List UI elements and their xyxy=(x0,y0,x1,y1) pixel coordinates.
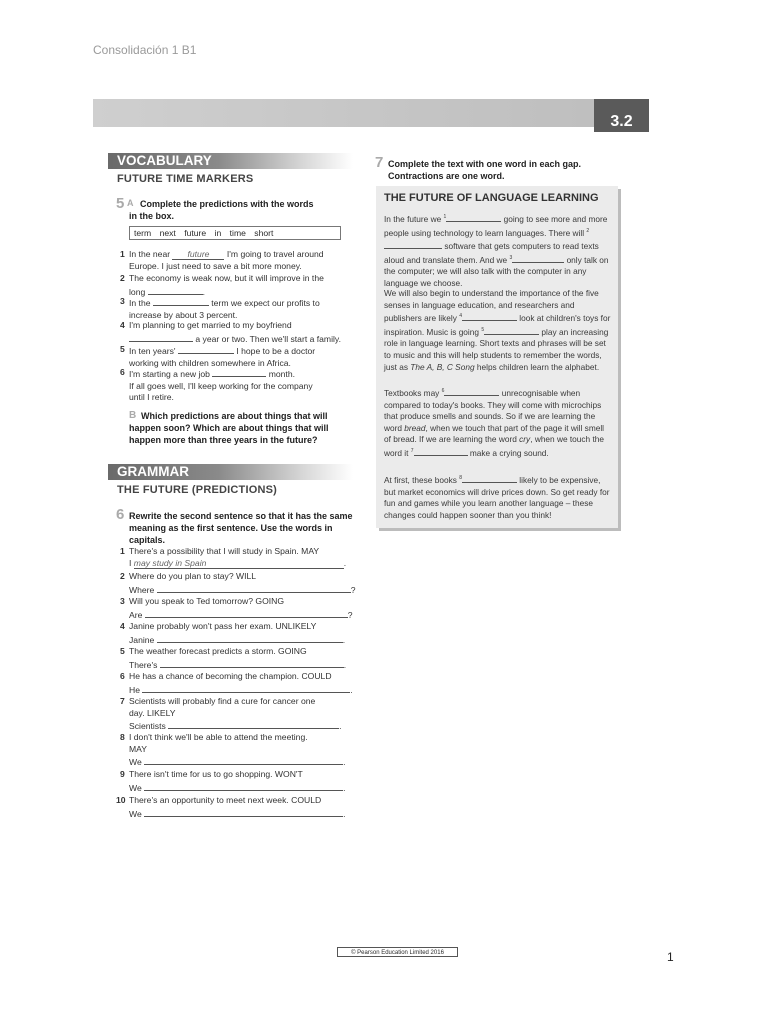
answer-start: We xyxy=(129,757,142,767)
item-question: Will you speak to Ted tomorrow? GOING xyxy=(129,596,285,606)
answer-gap[interactable] xyxy=(384,239,442,249)
text: when we touch the word it xyxy=(384,434,605,458)
answer-gap[interactable]: future xyxy=(172,250,224,260)
text: helps children xyxy=(476,361,529,372)
answer-gap[interactable] xyxy=(212,367,266,377)
text: for fun and games while you learn another language – xyxy=(384,486,610,509)
text: going to see more and xyxy=(503,214,587,224)
ex6-item-8 xyxy=(120,732,359,769)
item-text: Europe. I just need to save a bit more money. xyxy=(129,260,302,271)
item-text: I hope to be a doctor xyxy=(236,346,316,356)
exercise-6-line2: meaning as the first sentence. Use the words in xyxy=(129,523,333,533)
item-question: There isn't time for us to go shopping. WON'T xyxy=(129,769,303,779)
item-text: In ten years' xyxy=(129,346,176,356)
answer-end: . xyxy=(342,634,346,645)
text: compared to today's books. They will come with xyxy=(384,399,560,410)
item-number: 1 xyxy=(120,546,125,556)
item-text: term we expect our profits to xyxy=(211,298,320,308)
exercise-5b-letter: B xyxy=(129,410,137,421)
ex5-item-2 xyxy=(120,273,359,298)
item-question: Janine probably won't pass her exam. UNLIKELY xyxy=(129,621,317,631)
item-question: day. LIKELY xyxy=(129,707,176,718)
answer-end: . xyxy=(350,684,353,695)
text: five senses in language education, and researchers and xyxy=(384,288,599,310)
ex6-item-5 xyxy=(120,646,359,671)
grammar-subheading: THE FUTURE (PREDICTIONS) xyxy=(117,484,278,496)
exercise-5a-letter: A xyxy=(127,198,134,208)
word-box: term next future in time short xyxy=(129,226,341,240)
item-number: 7 xyxy=(120,696,125,706)
ex5-item-4 xyxy=(120,320,359,345)
reading-paragraph-4 xyxy=(384,473,612,521)
exercise-6-number: 6 xyxy=(116,506,125,523)
answer-start: Where xyxy=(129,584,155,595)
answer-end: . xyxy=(343,782,346,793)
item-text: until I retire. xyxy=(129,392,174,402)
item-question: MAY xyxy=(129,743,147,754)
text: publishers are likely xyxy=(384,313,457,324)
exercise-7-line2: Contractions are one word. xyxy=(388,171,505,181)
exercise-5a-instruction-line1: Complete the predictions with the words xyxy=(140,199,314,209)
item-question: I don't think we'll be able to attend the meeting. xyxy=(129,732,308,742)
answer-gap[interactable] xyxy=(148,285,206,297)
ex5-item-5 xyxy=(120,344,359,369)
item-text: . xyxy=(202,286,206,297)
answer-line[interactable] xyxy=(145,608,348,618)
answer-line[interactable] xyxy=(142,683,353,695)
text: these changes could happen sooner than you think! xyxy=(384,498,593,520)
answer-line[interactable] xyxy=(144,755,346,767)
text: will xyxy=(572,227,585,238)
item-number: 1 xyxy=(120,249,125,259)
item-text: increase by about 3 percent. xyxy=(129,309,238,320)
text: an increasing role in language learning. Short texts and xyxy=(384,326,609,349)
text: texts aloud and translate them. And we xyxy=(384,240,599,265)
ex6-item-10 xyxy=(116,795,359,820)
item-text: a year or two. Then we'll start a family. xyxy=(195,333,341,344)
gap-number: 4 xyxy=(459,313,462,320)
gap-number: 8 xyxy=(459,475,462,482)
item-text: In the near xyxy=(129,249,171,259)
text: learn the alphabet. xyxy=(530,361,600,372)
answer-gap[interactable] xyxy=(462,311,517,321)
item-number: 4 xyxy=(120,320,125,330)
answer-gap[interactable] xyxy=(441,386,499,396)
exercise-6-line1: Rewrite the second sentence so that it has the same xyxy=(129,511,353,521)
unit-banner xyxy=(93,99,649,127)
reading-paragraph-2 xyxy=(384,288,612,373)
text: likely to be expensive, xyxy=(519,475,601,485)
gap-number: 6 xyxy=(441,388,445,395)
answer-end: . xyxy=(343,808,346,819)
exercise-5-number: 5 xyxy=(116,195,125,212)
ex6-item-2 xyxy=(120,571,359,596)
text: We will also begin to understand the importance of the xyxy=(384,288,584,298)
gap-number: 5 xyxy=(481,327,485,334)
item-number: 4 xyxy=(120,621,125,631)
ex5-item-3 xyxy=(120,296,359,321)
item-question: There's an opportunity to meet next week. COULD xyxy=(129,795,322,805)
answer-end: . xyxy=(343,659,347,670)
item-number: 5 xyxy=(120,344,125,354)
text: more people using technology to learn languages. There xyxy=(384,214,608,238)
item-question: He has a chance of becoming the champion. COULD xyxy=(129,671,332,681)
exercise-7-number: 7 xyxy=(375,154,384,171)
ex6-item-4 xyxy=(120,621,359,646)
item-number: 5 xyxy=(120,646,125,656)
item-question: There's a possibility that I will study in Spain. MAY xyxy=(129,546,320,556)
item-text: I'm starting a new job xyxy=(129,369,210,379)
answer-line[interactable] xyxy=(168,719,342,731)
answer-end: ? xyxy=(347,609,353,620)
answer-start: Scientists xyxy=(129,721,166,731)
answer-start: We xyxy=(129,808,142,819)
ex6-item-1 xyxy=(120,546,359,569)
ex6-item-9 xyxy=(120,769,359,794)
gap-number: 2 xyxy=(586,227,590,234)
text: Textbooks may xyxy=(384,388,440,398)
reading-title: THE FUTURE OF LANGUAGE LEARNING xyxy=(384,192,599,204)
item-number: 10 xyxy=(116,795,126,805)
item-question: Scientists will probably find a cure for cancer one xyxy=(129,696,316,706)
item-number: 6 xyxy=(120,367,125,377)
text: toys for inspiration. Music is going xyxy=(384,313,611,337)
item-text: long xyxy=(129,286,146,297)
reading-paragraph-1 xyxy=(384,212,612,289)
exercise-7-line1: Complete the text with one word in each gap. xyxy=(388,159,582,169)
answer-start: Janine xyxy=(129,634,155,645)
text: but market economics will drive prices down. So get ready xyxy=(384,486,598,497)
answer-line[interactable] xyxy=(144,781,346,793)
item-text: working with children somewhere in Africa. xyxy=(129,357,291,368)
text: , when we touch that part of the xyxy=(425,422,542,433)
answer-gap[interactable] xyxy=(153,296,209,306)
example-word: cry xyxy=(519,434,531,445)
item-number: 2 xyxy=(120,273,125,283)
reading-paragraph-3 xyxy=(384,386,612,460)
answer-gap[interactable] xyxy=(129,332,193,342)
vocabulary-subheading: FUTURE TIME MARKERS xyxy=(117,173,254,185)
exercise-5a-instruction-line2: in the box. xyxy=(129,211,174,221)
gap-number: 1 xyxy=(443,214,447,221)
text: , xyxy=(530,434,533,445)
answer-gap[interactable] xyxy=(443,212,501,222)
answer-start: There's xyxy=(129,659,158,670)
answer-gap[interactable] xyxy=(414,446,468,456)
item-question: The weather forecast predicts a storm. GOING xyxy=(129,646,307,656)
answer-start: We xyxy=(129,782,142,793)
answer-end: ? xyxy=(350,584,356,595)
text: unrecognisable when xyxy=(501,388,581,398)
text: learning the word xyxy=(384,411,596,433)
answer-gap[interactable] xyxy=(178,344,234,354)
text: computer in any language we choose. xyxy=(384,266,587,288)
answer-end: . xyxy=(339,721,342,731)
gap-number: 3 xyxy=(509,254,513,261)
item-number: 3 xyxy=(120,596,125,606)
ex6-item-3 xyxy=(120,596,359,621)
item-number: 3 xyxy=(120,296,125,306)
item-text: I'm going to travel around xyxy=(226,249,324,259)
vocabulary-heading: VOCABULARY xyxy=(108,153,353,169)
answer-start: Are xyxy=(129,609,143,620)
answer-gap[interactable] xyxy=(512,253,564,263)
item-number: 9 xyxy=(120,769,125,779)
text: only talk on the computer; we will also talk with the xyxy=(384,254,609,277)
exercise-5b-line3: happen more than three years in the future? xyxy=(129,435,318,445)
ex6-item-6 xyxy=(120,671,359,696)
copyright-credit: © Pearson Education Limited 2016 xyxy=(337,947,458,957)
exercise-5b-line1: Which predictions are about things that will xyxy=(141,411,328,421)
answer-line[interactable]: may study in Spain xyxy=(134,559,344,569)
example-word: bread xyxy=(404,422,426,433)
page-number: 1 xyxy=(667,950,674,964)
ex5-item-6 xyxy=(120,367,359,404)
answer-line[interactable] xyxy=(160,658,347,670)
grammar-heading: GRAMMAR xyxy=(108,464,353,480)
item-number: 6 xyxy=(120,671,125,681)
text: software that gets computers to read xyxy=(444,240,579,251)
document-header: Consolidación 1 B1 xyxy=(93,43,197,57)
text: microchips that produce smells and sounds. So if we are xyxy=(384,399,602,422)
item-text: The economy is weak now, but it will improve in the xyxy=(129,273,324,283)
text: phrases will be set to music and this will help students to xyxy=(384,338,606,360)
exercise-5b-line2: happen soon? Which are about things that will xyxy=(129,423,329,433)
item-text: If all goes well, I'll keep working for the company xyxy=(129,380,313,391)
answer-start: He xyxy=(129,684,140,695)
item-text: In the xyxy=(129,298,151,308)
item-number: 8 xyxy=(120,732,125,742)
item-text: month. xyxy=(268,369,295,379)
text: At first, these books xyxy=(384,475,457,485)
answer-line[interactable] xyxy=(157,633,346,645)
item-number: 2 xyxy=(120,571,125,581)
answer-line[interactable] xyxy=(144,807,346,819)
text: remember the words, just as xyxy=(384,349,602,372)
ex5-item-1 xyxy=(120,249,359,272)
answer-end: . xyxy=(343,757,346,767)
ex6-item-7 xyxy=(120,696,359,733)
song-title: The A, B, C Song xyxy=(410,361,475,372)
text: play xyxy=(541,326,557,337)
gap-number: 7 xyxy=(410,448,414,455)
answer-start: I xyxy=(129,557,132,568)
answer-gap[interactable] xyxy=(462,473,517,483)
exercise-6-line3: capitals. xyxy=(129,535,166,545)
answer-gap[interactable] xyxy=(484,325,539,335)
text: make a crying xyxy=(469,447,522,458)
item-text: I'm planning to get married to my boyfriend xyxy=(129,320,292,330)
text: page it will smell of bread. If we are learning the word xyxy=(384,422,605,445)
item-question: Where do you plan to stay? WILL xyxy=(129,571,257,581)
text: In the future we xyxy=(384,214,442,224)
answer-end: . xyxy=(343,557,347,568)
answer-line[interactable] xyxy=(157,583,351,593)
text: look at children's xyxy=(519,313,581,324)
unit-number: 3.2 xyxy=(594,99,649,132)
text: sound. xyxy=(523,447,549,458)
